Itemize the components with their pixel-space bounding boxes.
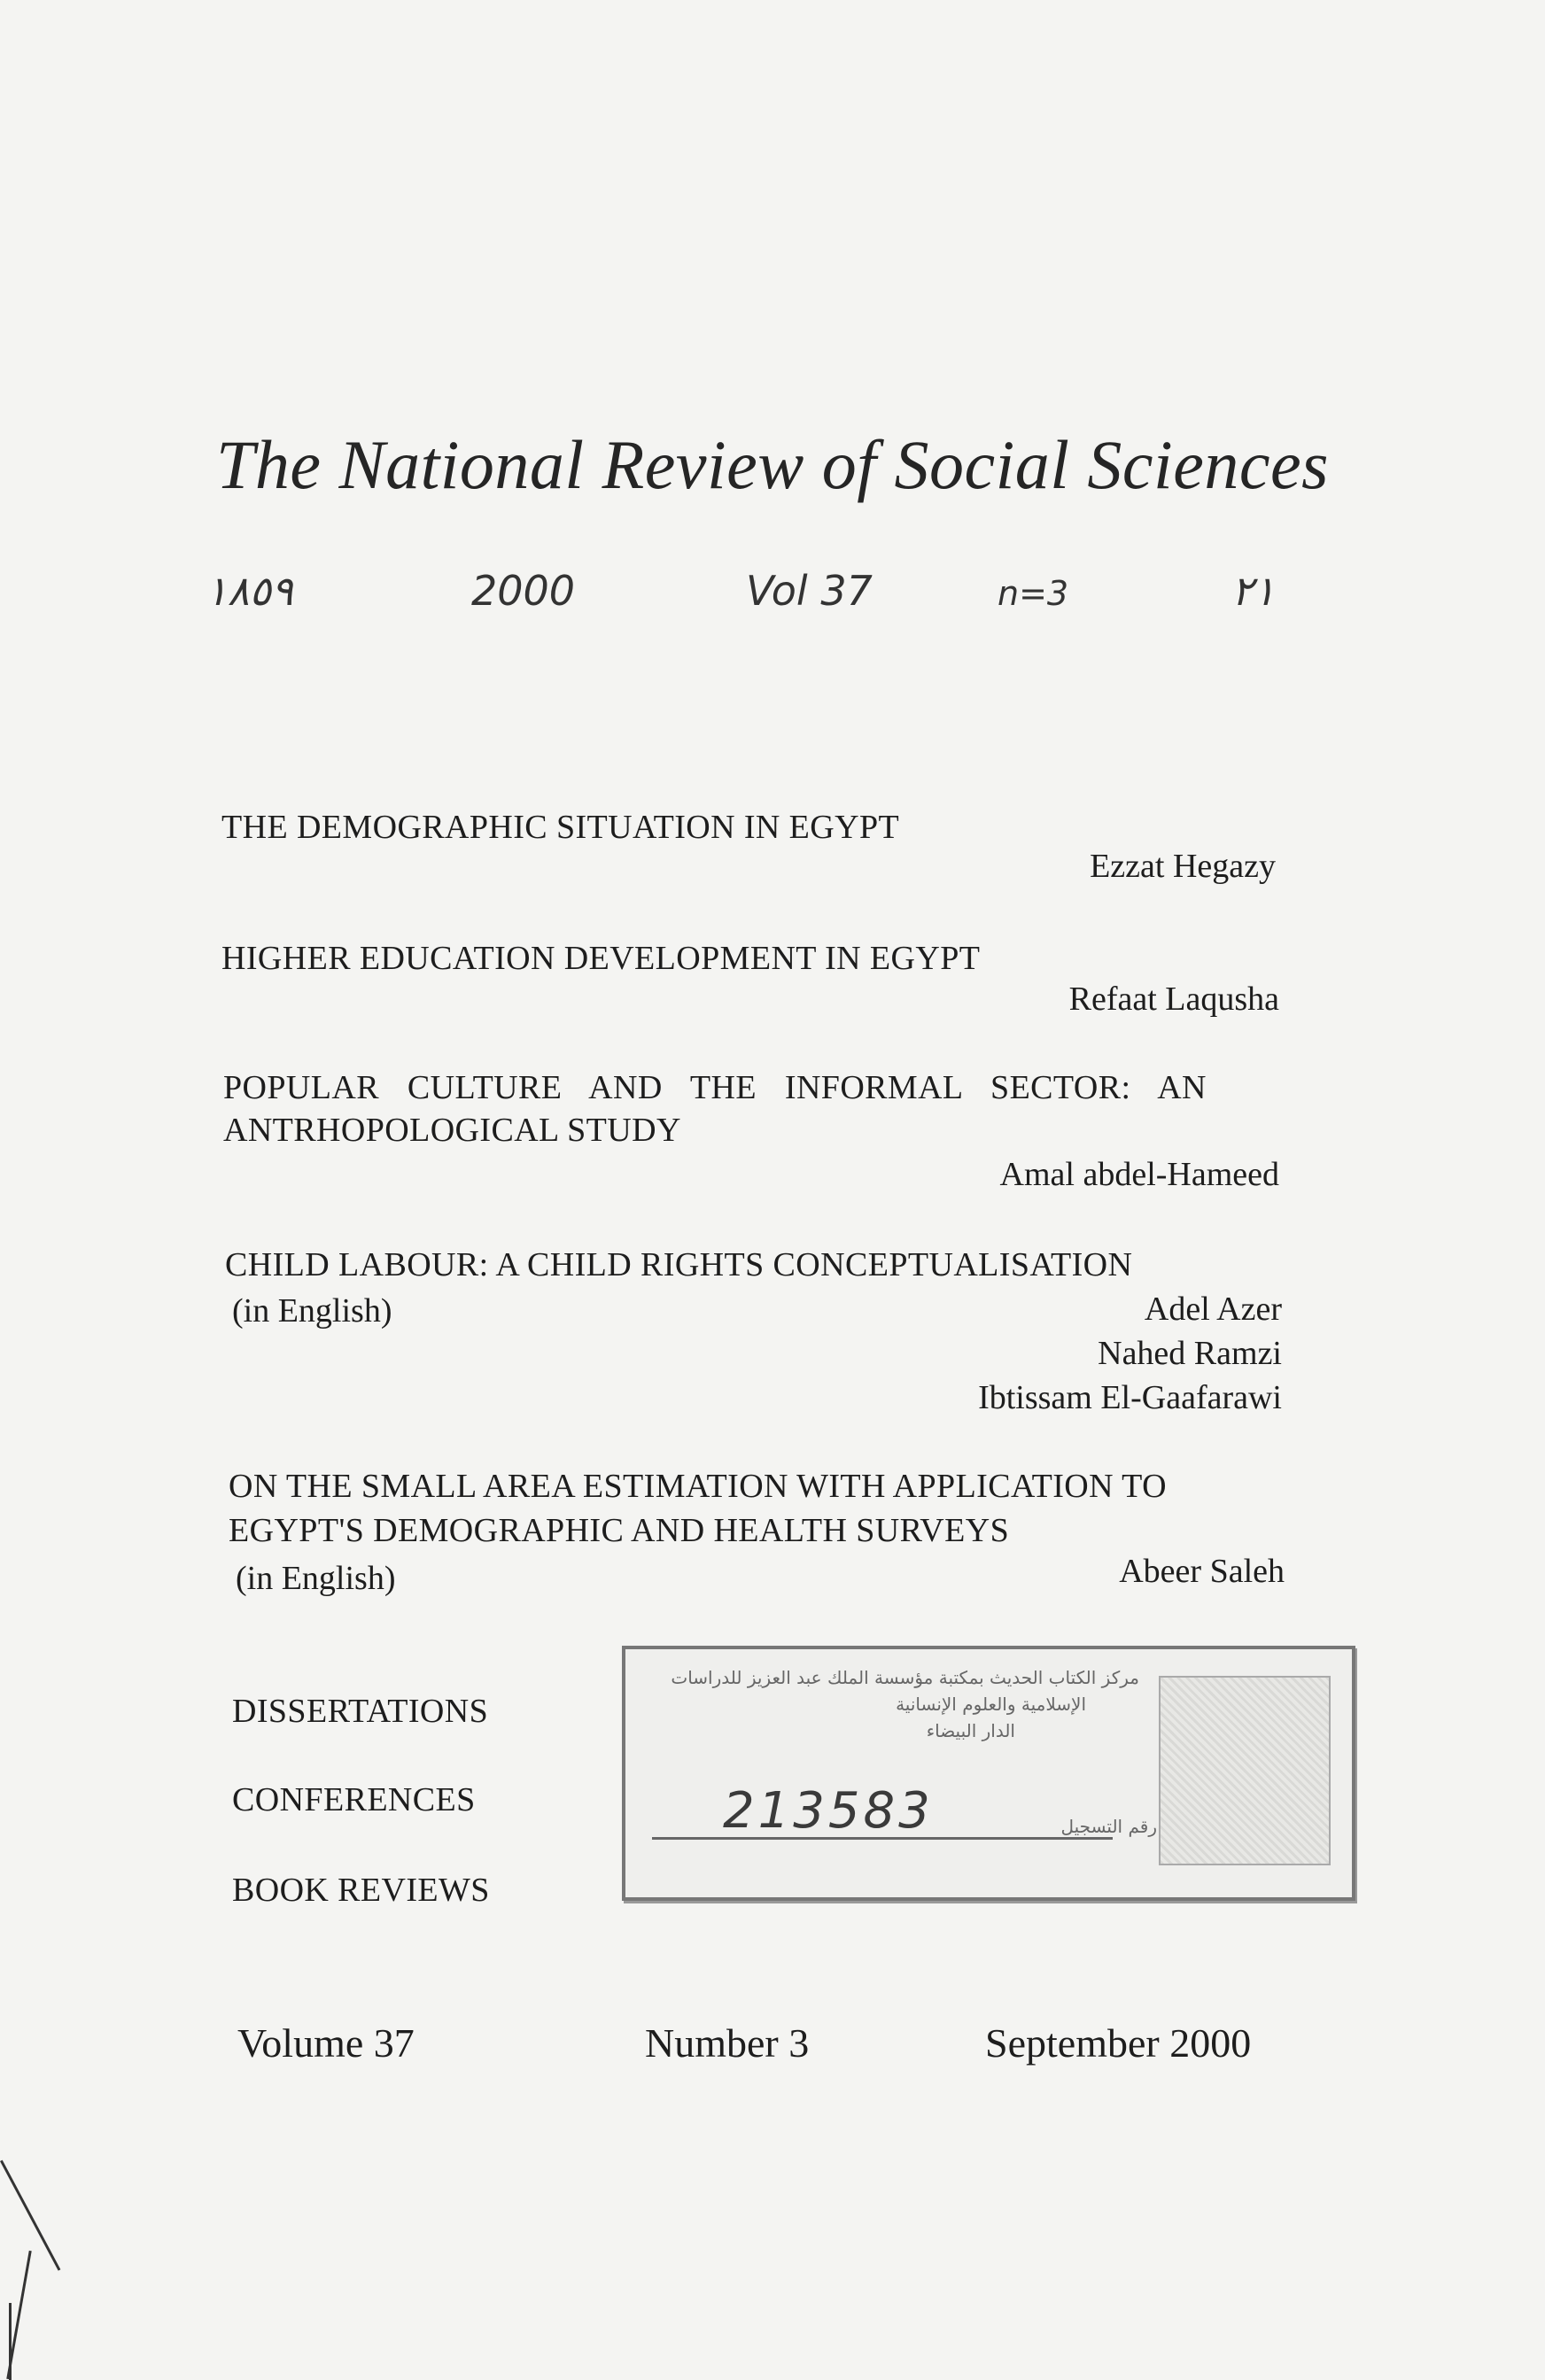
stamp-photo — [1159, 1676, 1331, 1865]
handwritten-number: n=3 — [998, 574, 1069, 613]
footer-number: Number 3 — [645, 2020, 810, 2066]
library-stamp — [622, 1646, 1355, 1901]
article-title: ON THE SMALL AREA ESTIMATION WITH APPLICATION TO — [229, 1468, 1167, 1505]
article-title: POPULAR CULTURE AND THE INFORMAL SECTOR: AN — [223, 1069, 1207, 1106]
section-book-reviews: BOOK REVIEWS — [232, 1872, 490, 1909]
journal-title: The National Review of Social Sciences — [216, 426, 1329, 503]
handwritten-year: 2000 — [471, 567, 576, 615]
section-conferences: CONFERENCES — [232, 1781, 476, 1818]
scan-mark — [9, 2303, 12, 2380]
footer-volume: Volume 37 — [237, 2020, 415, 2066]
article-author: Refaat Laqusha — [1068, 981, 1279, 1018]
registration-number: 213583 — [723, 1782, 934, 1840]
article-title: CHILD LABOUR: A CHILD RIGHTS CONCEPTUALISATION — [225, 1246, 1133, 1283]
article-author: Amal abdel-Hameed — [999, 1156, 1279, 1193]
language-note: (in English) — [232, 1292, 392, 1330]
stamp-divider — [652, 1837, 1113, 1840]
article-title: HIGHER EDUCATION DEVELOPMENT IN EGYPT — [221, 940, 981, 977]
stamp-text: الدار البيضاء — [926, 1720, 1015, 1741]
article-author: Adel Azer — [1144, 1291, 1282, 1328]
stamp-text: مركز الكتاب الحديث بمكتبة مؤسسة الملك عبد العزيز للدراسات — [671, 1667, 1139, 1688]
handwritten-volume: Vol 37 — [746, 567, 873, 615]
stamp-text: الإسلامية والعلوم الإنسانية — [896, 1694, 1086, 1715]
registration-label: رقم التسجيل — [1060, 1816, 1157, 1837]
article-author: Nahed Ramzi — [1098, 1335, 1282, 1372]
footer-date: September 2000 — [985, 2020, 1252, 2066]
handwritten-accession: ١٨٥٩ — [206, 567, 293, 615]
article-author: Ibtissam El-Gaafarawi — [978, 1379, 1282, 1416]
handwritten-extra: ٢١ — [1231, 567, 1276, 615]
article-author: Ezzat Hegazy — [1090, 848, 1276, 885]
language-note: (in English) — [236, 1560, 396, 1597]
article-title: EGYPT'S DEMOGRAPHIC AND HEALTH SURVEYS — [229, 1512, 1010, 1549]
article-title: ANTRHOPOLOGICAL STUDY — [223, 1112, 681, 1149]
article-title: THE DEMOGRAPHIC SITUATION IN EGYPT — [221, 809, 900, 846]
article-author: Abeer Saleh — [1119, 1553, 1285, 1590]
section-dissertations: DISSERTATIONS — [232, 1693, 489, 1730]
